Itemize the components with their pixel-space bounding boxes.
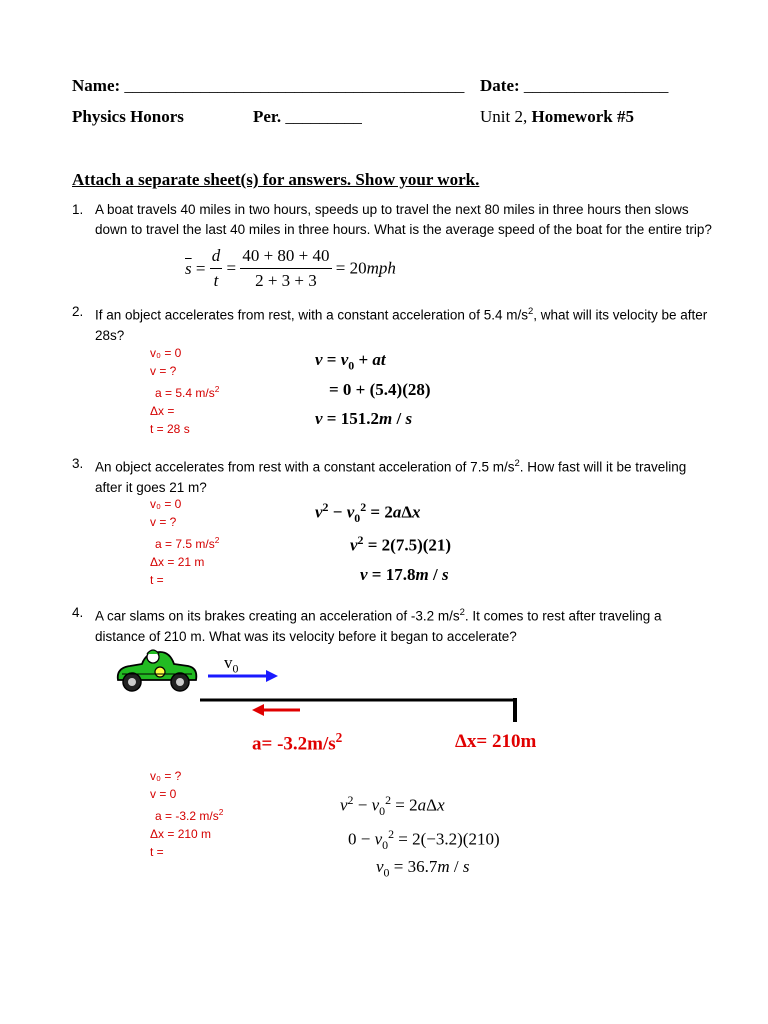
q2-eq-2: = 0 + (5.4)(28) — [329, 380, 431, 399]
given-item: a = -3.2 m/s — [155, 809, 219, 823]
question-number: 3. — [72, 456, 84, 471]
given-item: Δx = 210 m — [150, 827, 212, 841]
acceleration-arrow — [252, 704, 300, 716]
question-2 — [0, 302, 768, 346]
unit-label: Unit 2, — [480, 107, 528, 126]
q2-eq-3: v = 151.2m / s — [315, 409, 413, 428]
question-number: 4. — [72, 605, 84, 620]
period-line[interactable]: _________ — [285, 107, 362, 126]
q3-eq-2: $v^2 = 2(7.5)(21)$ — [350, 533, 452, 555]
given-item: v = ? — [150, 364, 177, 378]
given-item: Δx = — [150, 404, 175, 418]
homework-label: Homework #5 — [531, 107, 634, 126]
q1-denominator: 2 + 3 + 3 — [255, 271, 317, 290]
q2-eq-3-value: = 151.2 — [326, 409, 379, 428]
q1-numerator: 40 + 80 + 40 — [240, 246, 331, 269]
given-item: t = 28 s — [150, 422, 190, 436]
q4-eq-2: $0 - v_0^2 = 2(-3.2)(210)$ — [348, 827, 500, 853]
q4-given: v₀ = ? v = 0 a = -3.2 $m/s^2$ Δx = 210 m t = — [150, 769, 224, 859]
q3-eq-3: v = 17.8m / s — [360, 565, 449, 584]
date-label: Date: — [480, 76, 520, 95]
v0-label: $v_0$ — [224, 653, 239, 676]
given-item: a = 5.4 m/s — [155, 386, 215, 400]
q2-eq-1: $v = v_0$ + at — [315, 350, 386, 373]
q3-eq-3-value: = 17.8 — [371, 565, 416, 584]
name-label: Name: — [72, 76, 121, 95]
given-item: t = — [150, 573, 164, 587]
given-item: v₀ = 0 — [150, 497, 182, 511]
q3-eq-1: $v^2 - v_0^2 = 2a\Delta x$ — [315, 500, 421, 526]
q4-eq-3: $v_0 = 36.7m / s$ — [376, 857, 470, 880]
car-icon — [118, 650, 197, 691]
question-3 — [0, 454, 768, 498]
given-item: a = 7.5 m/s — [155, 537, 215, 551]
question-4 — [0, 603, 768, 647]
question-text: A boat travels 40 miles in two hours, speeds up to travel the next 80 miles in three hours then slows down to travel the last 40 miles in three hours. What is the average speed of the boat for the entire trip? — [95, 202, 712, 237]
name-row — [72, 76, 464, 96]
displacement-label: Δx= 210m — [455, 731, 537, 752]
given-item: v = 0 — [150, 787, 177, 801]
date-line[interactable]: _________________ — [523, 76, 669, 95]
period-label: Per. — [253, 107, 282, 126]
given-item: Δx = 21 m — [150, 555, 205, 569]
q2-given: v₀ = 0 v = ? a = 5.4 $m/s^2$ Δx = t = 28 s — [150, 346, 220, 436]
q3-given: v₀ = 0 v = ? a = 7.5 $m/s^2$ Δx = 21 m t = — [150, 497, 220, 587]
acceleration-label: $a= -3.2m/s^2$ — [252, 730, 343, 755]
velocity-arrow — [208, 670, 278, 682]
car-illustration — [112, 642, 202, 696]
question-text: An object accelerates from rest with a constant acceleration of 7.5 $m/s^2$. How fast will it be traveling after it goes 21 m? — [95, 458, 687, 495]
period-row — [253, 107, 362, 127]
q1-result: = 20 — [335, 258, 367, 278]
q3-eq-2-value: = 2(7.5)(21) — [367, 535, 452, 555]
course-title: Physics Honors — [72, 107, 184, 126]
unit-row — [480, 107, 634, 127]
given-item: v = ? — [150, 515, 177, 529]
question-text: A car slams on its brakes creating an acceleration of -3.2 $m/s^2$. It comes to rest after traveling a distance of 210 m. What was its velocity before it began to accelerate? — [95, 607, 662, 644]
given-item: v₀ = ? — [150, 769, 182, 783]
distance-line — [200, 698, 516, 722]
question-number: 1. — [72, 202, 84, 217]
q4-eq-1: $v^2 - v_0^2 = 2a\Delta x$ — [340, 793, 445, 819]
date-row — [480, 76, 668, 96]
question-number: 2. — [72, 304, 84, 319]
given-item: t = — [150, 845, 164, 859]
name-line[interactable]: ________________________________________ — [124, 76, 465, 95]
instructions: Attach a separate sheet(s) for answers. Show your work. — [72, 170, 480, 189]
q1-equation: $\overline{s}$ = $\frac{d}{t}$ = $\frac{40 + 80 + 40}{2 + 3 + 3}$ = 20mph — [185, 246, 396, 290]
question-text: If an object accelerates from rest, with a constant acceleration of 5.4 $m/s^2$, what will its velocity be after 28s? — [95, 306, 708, 343]
given-item: v₀ = 0 — [150, 346, 182, 360]
